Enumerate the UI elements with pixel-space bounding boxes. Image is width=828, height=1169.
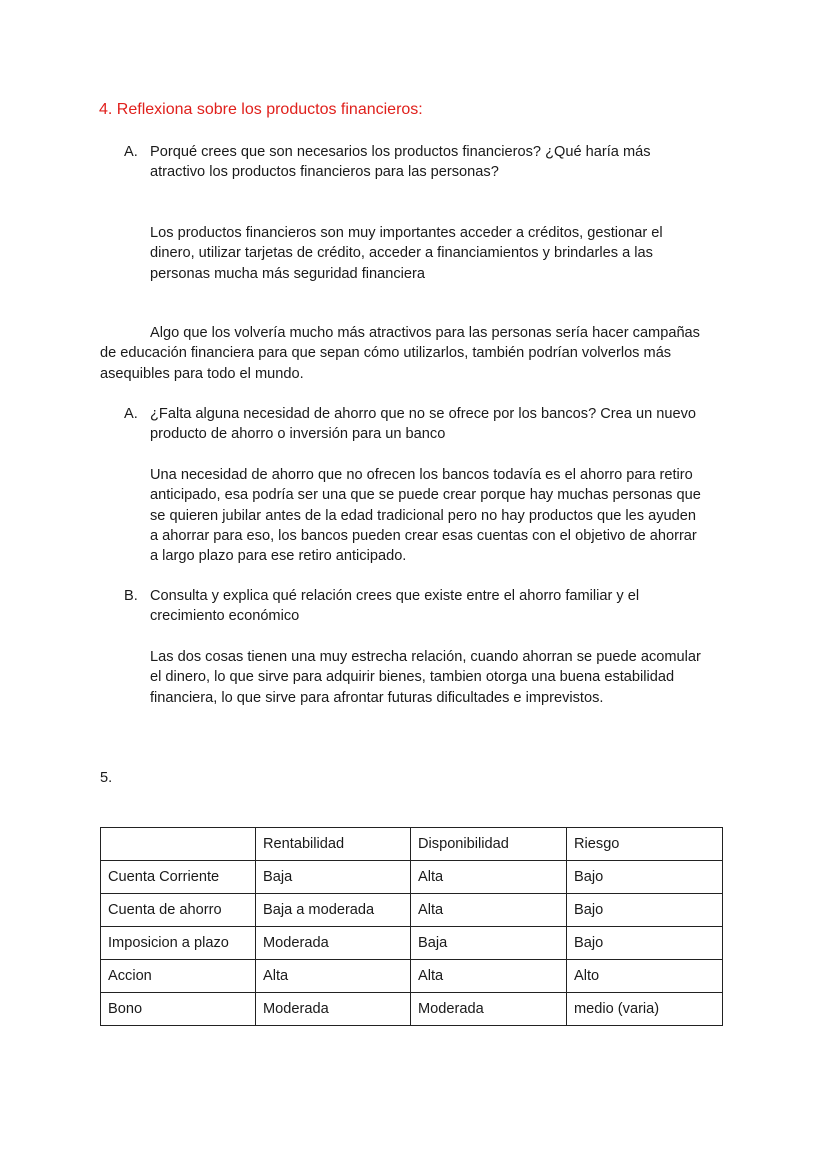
answer-line: el dinero, lo que sirve para adquirir bienes, tambien otorga una buena estabilidad (150, 669, 675, 686)
answer-line: dinero, utilizar tarjetas de crédito, acceder a financiamientos y brindarles a las (150, 245, 653, 262)
question-line: ¿Falta alguna necesidad de ahorro que no se ofrece por los bancos? Crea un nuevo (150, 406, 697, 422)
table-cell: medio (varia) (567, 993, 723, 1026)
answer-line: anticipado, esa podría ser una que se puede crear porque hay muchas personas que (150, 487, 701, 504)
question-marker: B. (124, 588, 138, 604)
question-line: crecimiento económico (150, 608, 300, 625)
table-cell: Accion (101, 960, 256, 993)
table-cell: Baja (411, 927, 567, 960)
question-3 (124, 586, 724, 627)
table-cell: Cuenta Corriente (101, 861, 256, 894)
table-cell: Alta (411, 861, 567, 894)
question-line: Porqué crees que son necesarios los productos financieros? ¿Qué haría más (150, 144, 651, 160)
table-cell: Alta (411, 960, 567, 993)
answer-2 (150, 465, 740, 566)
section-5-number: 5. (100, 770, 113, 786)
answer-1-paragraph-2 (100, 323, 730, 384)
answer-line: Los productos financieros son muy importantes acceder a créditos, gestionar el (150, 225, 663, 241)
table-cell: Moderada (256, 993, 411, 1026)
question-1 (124, 142, 724, 183)
table-row (101, 861, 723, 894)
table-cell: Bajo (567, 927, 723, 960)
answer-line: a ahorrar para eso, los bancos pueden crear esas cuentas con el objetivo de ahorrar (150, 527, 697, 544)
header-cell (101, 828, 256, 861)
table-cell: Alta (256, 960, 411, 993)
answer-line: de educación financiera para que sepan cómo utilizarlos, también podrían volverlos más (100, 345, 672, 362)
answer-line: Algo que los volvería mucho más atractivos para las personas sería hacer campañas (150, 325, 700, 341)
question-marker: A. (124, 406, 138, 422)
answer-line: financiera, lo que sirve para afrontar futuras dificultades e imprevistos. (150, 689, 604, 706)
question-line: Consulta y explica qué relación crees que existe entre el ahorro familiar y el (150, 588, 640, 604)
answer-1 (150, 223, 740, 284)
answer-line: Una necesidad de ahorro que no ofrecen los bancos todavía es el ahorro para retiro (150, 467, 693, 483)
header-cell: Rentabilidad (256, 828, 411, 861)
table-cell: Moderada (256, 927, 411, 960)
answer-line: personas mucha más seguridad financiera (150, 265, 426, 282)
header-cell: Disponibilidad (411, 828, 567, 861)
answer-line: se quieren jubilar antes de la edad tradicional pero no hay productos que les ayuden (150, 507, 697, 524)
table-cell: Moderada (411, 993, 567, 1026)
table-cell: Alta (411, 894, 567, 927)
answer-line: Las dos cosas tienen una muy estrecha relación, cuando ahorran se puede acomular (150, 649, 701, 665)
question-line: atractivo los productos financieros para las personas? (150, 164, 499, 181)
question-2 (124, 404, 724, 445)
table-row (101, 927, 723, 960)
table-cell: Alto (567, 960, 723, 993)
answer-line: asequibles para todo el mundo. (100, 365, 304, 382)
question-line: producto de ahorro o inversión para un banco (150, 426, 446, 443)
section-heading: 4. Reflexiona sobre los productos financieros: (99, 101, 423, 118)
table-row (101, 993, 723, 1026)
table-cell: Bajo (567, 894, 723, 927)
header-cell: Riesgo (567, 828, 723, 861)
table-cell: Bono (101, 993, 256, 1026)
table-row (101, 960, 723, 993)
table-cell: Baja a moderada (256, 894, 411, 927)
table-cell: Cuenta de ahorro (101, 894, 256, 927)
answer-line: a largo plazo para ese retiro anticipado. (150, 548, 407, 565)
products-table (100, 827, 723, 1026)
question-marker: A. (124, 144, 138, 160)
table-cell: Imposicion a plazo (101, 927, 256, 960)
table-row (101, 894, 723, 927)
table-cell: Baja (256, 861, 411, 894)
table-header-row (101, 828, 723, 861)
table-cell: Bajo (567, 861, 723, 894)
answer-3 (150, 647, 740, 708)
